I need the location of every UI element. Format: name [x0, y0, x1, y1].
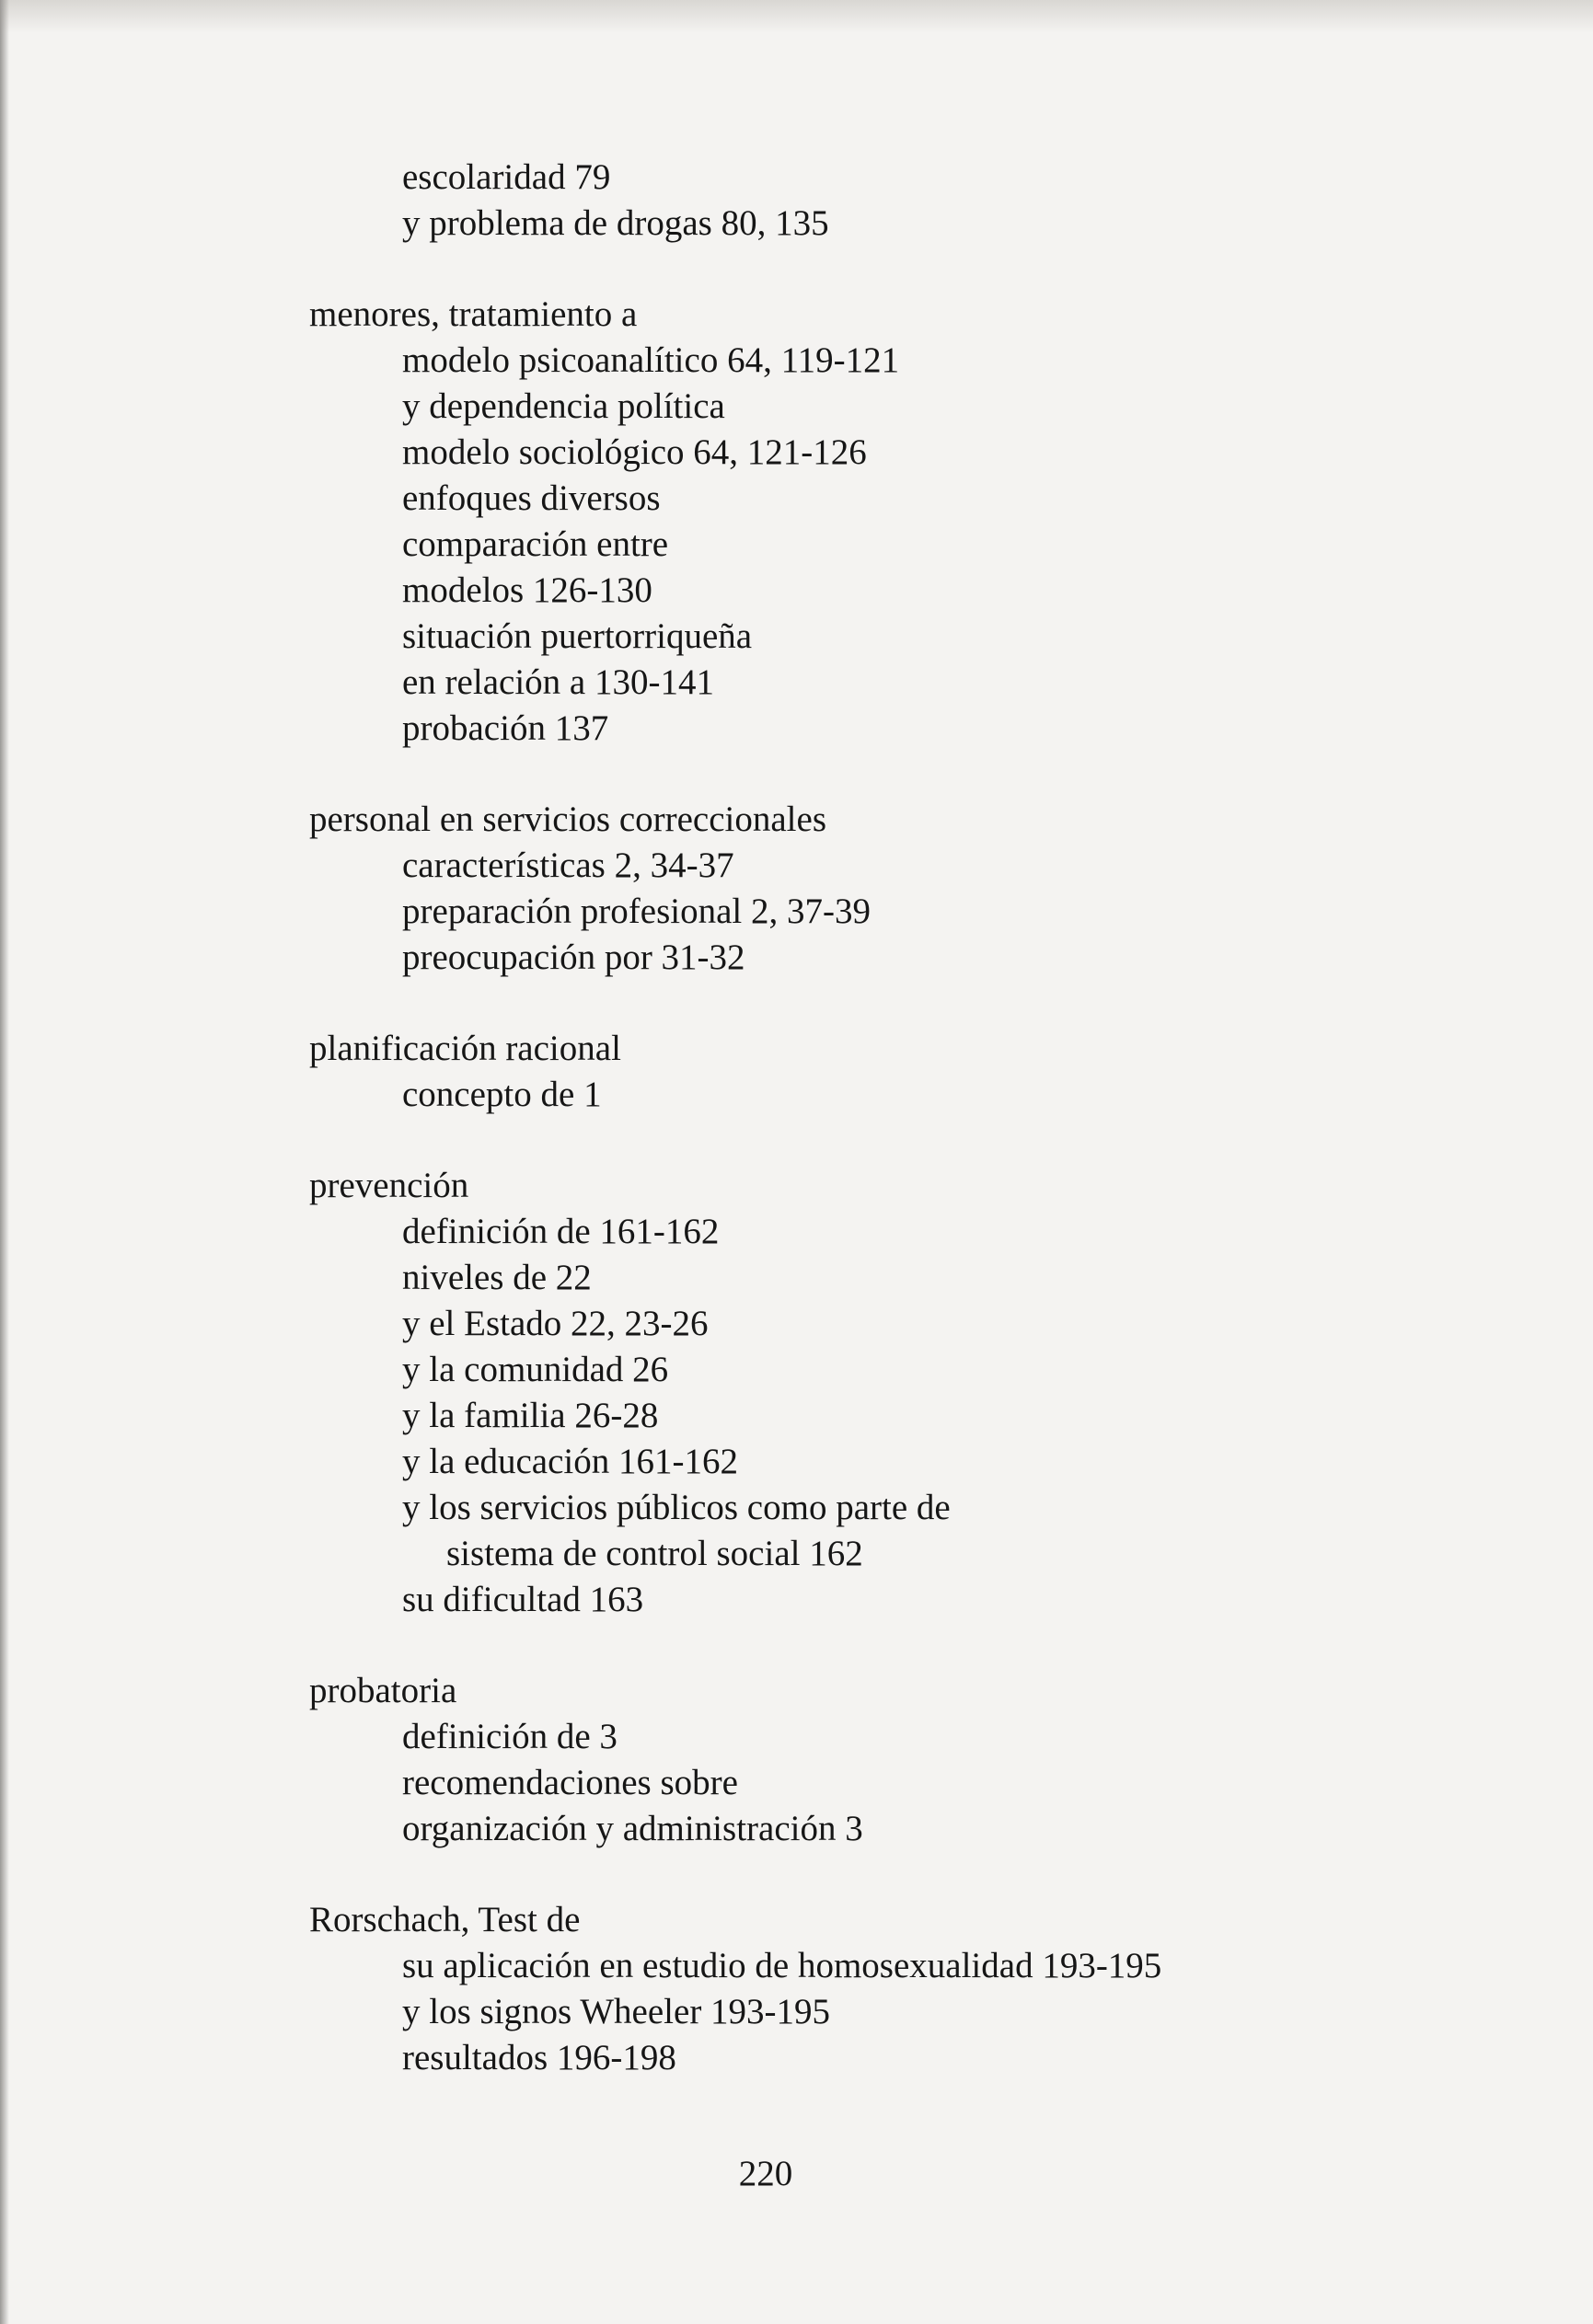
index-subentry: enfoques diversos: [402, 478, 661, 518]
index-subentry: modelos 126-130: [402, 570, 652, 610]
index-heading: planificación racional: [309, 1029, 621, 1068]
index-entry-prevencion: [0, 1163, 1593, 1623]
index-heading: probatoria: [309, 1671, 457, 1710]
index-subentry: modelo psicoanalítico 64, 119-121: [402, 340, 900, 380]
index-subentry: situación puertorriqueña: [402, 616, 753, 656]
index-heading: prevención: [309, 1166, 469, 1205]
index-heading: personal en servicios correccionales: [309, 800, 826, 839]
index-entry-planificacion: [0, 1026, 1593, 1118]
index-subentry: preocupación por 31-32: [402, 938, 745, 977]
index-subentry: preparación profesional 2, 37-39: [402, 892, 871, 931]
index-subentry: probación 137: [402, 708, 609, 748]
index-subentry: concepto de 1: [402, 1075, 602, 1114]
index-subentry: definición de 161-162: [402, 1212, 720, 1251]
page-number: 220: [738, 2154, 793, 2193]
index-subentry: y el Estado 22, 23-26: [402, 1304, 709, 1343]
index-subentry: y dependencia política: [402, 386, 725, 426]
index-subentry: recomendaciones sobre: [402, 1763, 738, 1802]
page-top-shadow: [0, 0, 1593, 33]
index-subentry: niveles de 22: [402, 1258, 592, 1297]
index-subentry: organización y administración 3: [402, 1809, 863, 1848]
index-entry-personal: [0, 797, 1593, 981]
index-listing: [0, 155, 1593, 2126]
index-subentry: y los signos Wheeler 193-195: [402, 1992, 831, 2031]
index-subentry: y problema de drogas 80, 135: [402, 203, 829, 243]
index-subentry: su dificultad 163: [402, 1580, 644, 1619]
index-entry-rorschach: [0, 1897, 1593, 2081]
index-subentry: resultados 196-198: [402, 2038, 676, 2077]
index-entry-menores: [0, 292, 1593, 752]
index-heading: Rorschach, Test de: [309, 1900, 581, 1939]
index-subentry: comparación entre: [402, 524, 669, 564]
index-subentry: y la familia 26-28: [402, 1396, 659, 1435]
index-entry-probatoria: [0, 1668, 1593, 1852]
index-heading: menores, tratamiento a: [309, 294, 638, 334]
index-subentry-continuation: sistema de control social 162: [446, 1534, 863, 1573]
index-subentry: y la comunidad 26: [402, 1350, 669, 1389]
index-subentry: escolaridad 79: [402, 157, 611, 197]
index-subentry: modelo sociológico 64, 121-126: [402, 432, 867, 472]
index-subentry: en relación a 130-141: [402, 662, 714, 702]
index-entry-escolaridad-continuation: [0, 155, 1593, 247]
index-subentry: y los servicios públicos como parte de: [402, 1488, 951, 1527]
index-subentry: definición de 3: [402, 1717, 618, 1756]
index-subentry: características 2, 34-37: [402, 846, 734, 885]
index-subentry: y la educación 161-162: [402, 1442, 738, 1481]
index-subentry: su aplicación en estudio de homosexualidad 193-195: [402, 1946, 1162, 1985]
